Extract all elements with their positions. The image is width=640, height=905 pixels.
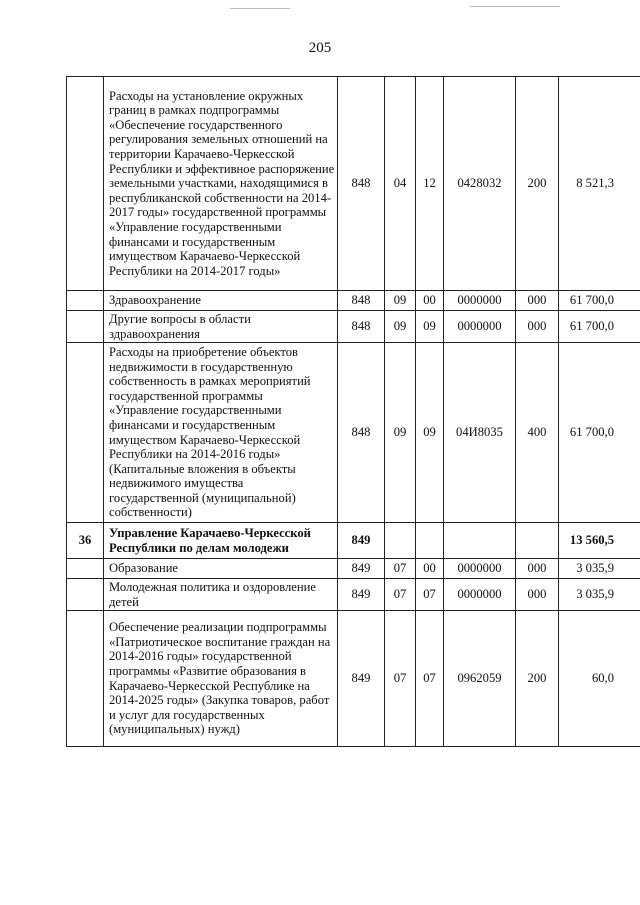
expense-type-code: 000 [516, 311, 559, 343]
target-code: 0000000 [444, 291, 516, 311]
row-number [67, 579, 104, 611]
table-row [67, 311, 640, 343]
row-number: 36 [67, 523, 104, 559]
table-row [67, 611, 640, 747]
section-code: 07 [385, 559, 416, 579]
target-code: 0000000 [444, 311, 516, 343]
table-row [67, 559, 640, 579]
subsection-code: 07 [416, 611, 444, 747]
row-number [67, 559, 104, 579]
row-name: Обеспечение реализации подпрограммы «Патриотическое воспитание граждан на 2014-2016 годы» государственной программы «Развитие образования в Карачаево-Черкесской Республике на 2014-2025 годы» (Закупка товаров, работ и услуг для государственных (муниципальных) нужд) [104, 611, 338, 747]
scan-noise [470, 6, 560, 7]
target-code: 0000000 [444, 559, 516, 579]
ministry-code: 849 [338, 611, 385, 747]
amount: 61 700,0 [559, 291, 640, 311]
expense-type-code [516, 523, 559, 559]
ministry-code: 849 [338, 523, 385, 559]
budget-table [66, 76, 640, 747]
amount: 3 035,9 [559, 579, 640, 611]
section-code: 09 [385, 311, 416, 343]
table-row-department [67, 523, 640, 559]
amount: 3 035,9 [559, 559, 640, 579]
amount: 60,0 [559, 611, 640, 747]
expense-type-code: 000 [516, 559, 559, 579]
row-name: Молодежная политика и оздоровление детей [104, 579, 338, 611]
subsection-code: 09 [416, 311, 444, 343]
row-number [67, 77, 104, 291]
section-code: 07 [385, 579, 416, 611]
page-number: 205 [308, 40, 332, 56]
expense-type-code: 200 [516, 77, 559, 291]
section-code: 07 [385, 611, 416, 747]
ministry-code: 848 [338, 77, 385, 291]
table-row [67, 291, 640, 311]
amount: 61 700,0 [559, 311, 640, 343]
row-number [67, 291, 104, 311]
scan-noise [230, 8, 290, 9]
subsection-code: 12 [416, 77, 444, 291]
ministry-code: 848 [338, 291, 385, 311]
section-code [385, 523, 416, 559]
amount: 61 700,0 [559, 343, 640, 523]
table-row [67, 77, 640, 291]
target-code: 0962059 [444, 611, 516, 747]
subsection-code: 00 [416, 291, 444, 311]
ministry-code: 849 [338, 579, 385, 611]
subsection-code [416, 523, 444, 559]
expense-type-code: 000 [516, 579, 559, 611]
subsection-code: 00 [416, 559, 444, 579]
expense-type-code: 200 [516, 611, 559, 747]
expense-type-code: 400 [516, 343, 559, 523]
section-code: 09 [385, 291, 416, 311]
amount: 13 560,5 [559, 523, 640, 559]
row-name: Расходы на приобретение объектов недвижимости в государственную собственность в рамках мероприятий государственной программы «Управление государственными финансами и государственным имуществом Карачаево-Черкесской Республики на 2014-2016 годы» (Капитальные вложения в объекты недвижимого имущества государственной (муниципальной) собственности) [104, 343, 338, 523]
subsection-code: 09 [416, 343, 444, 523]
row-number [67, 611, 104, 747]
section-code: 04 [385, 77, 416, 291]
amount: 8 521,3 [559, 77, 640, 291]
expense-type-code: 000 [516, 291, 559, 311]
row-name: Здравоохранение [104, 291, 338, 311]
row-name: Расходы на установление окружных границ в рамках подпрограммы «Обеспечение государственного регулирования земельных отношений на территории Карачаево-Черкесской Республики и эффективное распоряжение земельными участками, находящимися в республиканской собственности на 2014-2017 годы» государственной программы «Управление государственными финансами и государственным имуществом Карачаево-Черкесской Республики на 2014-2017 годы» [104, 77, 338, 291]
ministry-code: 849 [338, 559, 385, 579]
ministry-code: 848 [338, 343, 385, 523]
ministry-code: 848 [338, 311, 385, 343]
row-number [67, 311, 104, 343]
row-name: Образование [104, 559, 338, 579]
target-code: 0000000 [444, 579, 516, 611]
table-row [67, 343, 640, 523]
row-name: Управление Карачаево-Черкесской Республики по делам молодежи [104, 523, 338, 559]
section-code: 09 [385, 343, 416, 523]
target-code [444, 523, 516, 559]
row-name: Другие вопросы в области здравоохранения [104, 311, 338, 343]
subsection-code: 07 [416, 579, 444, 611]
target-code: 0428032 [444, 77, 516, 291]
row-number [67, 343, 104, 523]
table-row [67, 579, 640, 611]
target-code: 04И8035 [444, 343, 516, 523]
